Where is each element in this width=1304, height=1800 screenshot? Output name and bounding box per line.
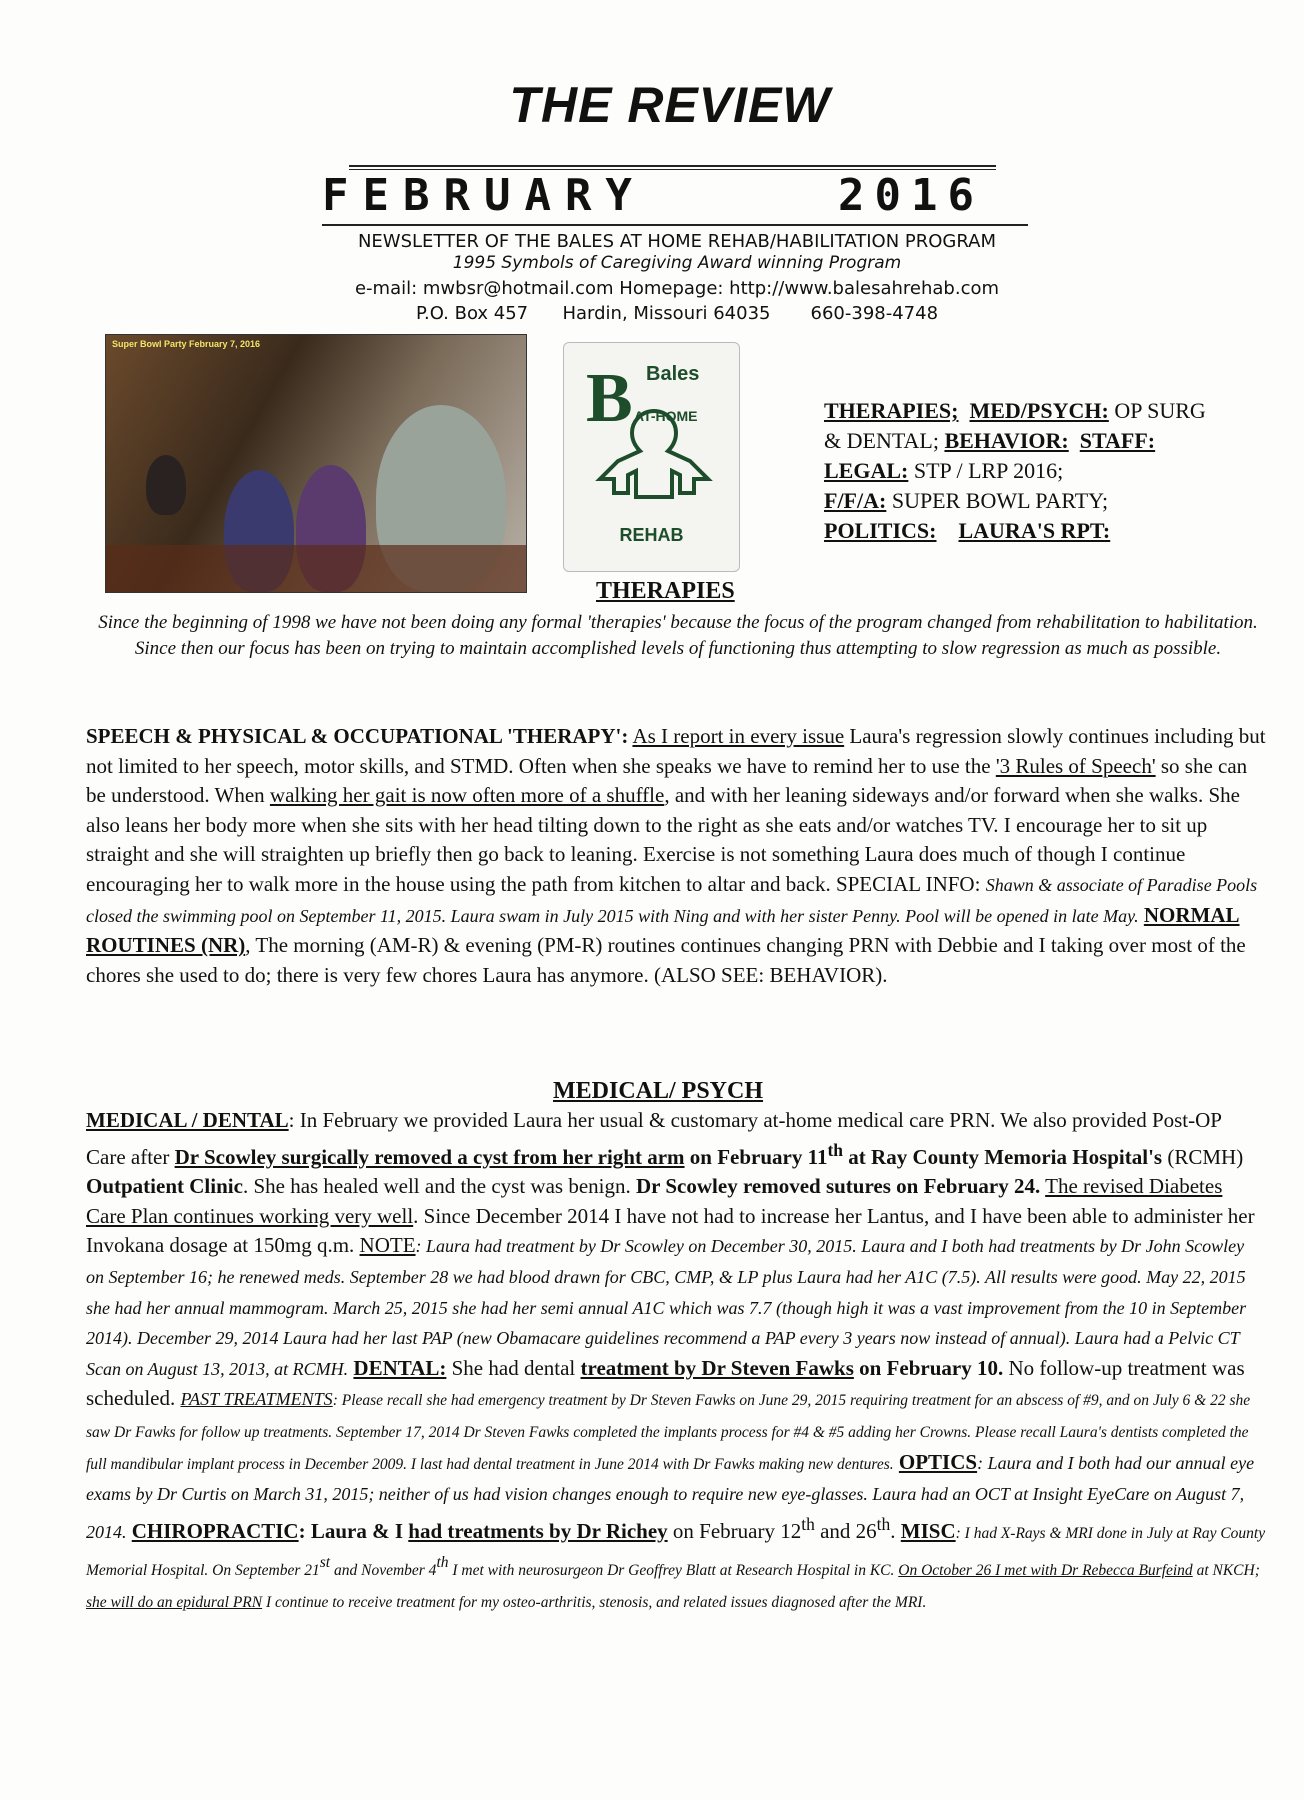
speech-therapy-paragraph (86, 722, 1266, 990)
text-span: she will do an epidural PRN (86, 1593, 263, 1611)
text-span: Outpatient Clinic (86, 1174, 243, 1199)
logo-top-text: Bales (646, 363, 700, 385)
toc-text: SUPER BOWL PARTY; (886, 488, 1109, 513)
toc-behavior: BEHAVIOR: (944, 428, 1069, 453)
toc-ffa: F/F/A: (824, 488, 887, 513)
text-span: on February 12 (667, 1518, 802, 1543)
date-underline (322, 224, 1028, 226)
text-span: : In February we provided Laura her usual & customary at-home medical care PRN. We also provided Post-OP Care after (86, 1108, 1222, 1169)
misc-label: MISC (900, 1518, 956, 1543)
svg-text:AT-HOME: AT-HOME (634, 408, 698, 424)
issue-month: FEBRUARY (322, 170, 646, 221)
toc-text: STP / LRP 2016; (908, 458, 1064, 483)
toc-legal: LEGAL: (824, 458, 909, 483)
photo-table (106, 545, 526, 592)
speech-label: SPEECH & PHYSICAL & OCCUPATIONAL 'THERAPY': (86, 724, 629, 748)
past-treatments-label: PAST TREATMENTS (180, 1389, 333, 1410)
text-span: treatment by Dr Steven Fawks (580, 1355, 854, 1380)
note-text: : Laura had treatment by Dr Scowley on December 30, 2015. Laura and I both had treatments by Dr John Scowley on September 16; he renewed meds. September 28 we had blood drawn for CBC, CMP, & LP plus Laura had her A1C (7.5). All results were good. May 22, 2015 she had her annual mammogram. March 25, 2015 she had her semi annual A1C which was 7.7 (though high it was a vast improvement from the 10 in September 2014). December 29, 2014 Laura had her last PAP (new Obamacare guidelines recommend a PAP every 3 years now instead of annual). Laura had a Pelvic CT Scan on August 13, 2013, at RCMH. (86, 1236, 1247, 1379)
logo-letter: B (586, 360, 633, 437)
text-span: No follow-up treatment was scheduled. (86, 1355, 1245, 1411)
text-span: , and with her leaning sideways and/or forward when she walks. She also leans her body more when she sits with her head tilting down to the right as she eats and/or watches TV. I encourage her to sit up straight and she will straighten up briefly then go back to leaning. Exercise is not something Laura does much of though I continue encouraging her to walk more in the house using the path from kitchen to altar and back. SPECIAL INFO: (86, 783, 1240, 896)
medical-paragraph (86, 1106, 1266, 1618)
text-span: th (436, 1554, 449, 1572)
issue-year: 2016 (838, 170, 984, 221)
text-span: and November 4 (330, 1562, 437, 1580)
text-span: th (827, 1139, 844, 1160)
text-span: th (876, 1513, 891, 1534)
text-span: I met with neurosurgeon Dr Geoffrey Blatt at Research Hospital in KC. (448, 1562, 899, 1580)
note-label: NOTE (359, 1233, 416, 1258)
medical-dental-label: MEDICAL / DENTAL (86, 1108, 289, 1132)
text-span: : Laura & I (298, 1518, 409, 1543)
optics-text: : Laura and I both had our annual eye exams by Dr Curtis on March 31, 2015; neither of us had vision changes enough to require new eye-glasses. Laura had an OCT at Insight EyeCare on August 7, 2014. (86, 1452, 1255, 1542)
bales-rehab-logo (563, 342, 740, 572)
photo-person-1 (146, 455, 186, 515)
photo-caption: Super Bowl Party February 7, 2016 (112, 339, 261, 349)
toc-therapies: THERAPIES; (824, 398, 959, 423)
text-span: on February 10. (853, 1355, 1004, 1380)
text-span: at Ray County Memoria Hospital's (843, 1144, 1163, 1169)
text-span: walking her gait is now often more of a shuffle (269, 783, 665, 808)
toc-staff: STAFF: (1079, 428, 1156, 453)
toc-lauras-rpt: LAURA'S RPT: (958, 518, 1111, 543)
therapies-heading: THERAPIES (596, 578, 735, 604)
contact-line: e-mail: mwbsr@hotmail.com Homepage: http://www.balesahrehab.com (354, 278, 1000, 299)
text-span: th (801, 1513, 815, 1534)
text-span: so she can be understood. When (86, 753, 1248, 808)
award-line: 1995 Symbols of Caregiving Award winning Program (452, 253, 902, 273)
toc-med-psych: MED/PSYCH: (969, 398, 1109, 423)
text-span: , The morning (AM-R) & evening (PM-R) routines continues changing PRN with Debbie and I taking over most of the chores she used to do; there is very few chores Laura has anymore. (ALSO SEE: BEHAVIOR). (86, 933, 1246, 987)
text-span: She had dental (446, 1355, 581, 1380)
text-span: and 26 (814, 1518, 877, 1543)
text-span: on February 11 (684, 1144, 828, 1169)
misc-text: : I had X-Rays & MRI done in July at Ray County Memorial Hospital. On September 21 (86, 1524, 1266, 1580)
normal-routines-label: NORMAL ROUTINES (NR) (86, 902, 1240, 958)
text-span: . Since December 2014 I have not had to increase her Lantus, and I have been able to administer her Invokana dosage at 150mg q.m. (86, 1203, 1255, 1258)
optics-label: OPTICS (898, 1449, 978, 1474)
text-span: at NKCH; (1192, 1562, 1260, 1580)
newsletter-subtitle: NEWSLETTER OF THE BALES AT HOME REHAB/HABILITATION PROGRAM (357, 231, 997, 252)
address-line: P.O. Box 457 Hardin, Missouri 64035 660-398-4748 (415, 303, 939, 324)
text-span: I continue to receive treatment for my osteo-arthritis, stenosis, and related issues diagnosed after the MRI. (262, 1593, 927, 1611)
text-span: As I report in every issue (632, 724, 845, 748)
table-of-contents (824, 396, 1264, 546)
logo-bottom-text: REHAB (619, 525, 684, 545)
special-info: Shawn & associate of Paradise Pools closed the swimming pool on September 11, 2015. Laura swam in July 2015 with Ning and with her sister Penny. Pool will be opened in late May. (86, 874, 1258, 926)
text-span: . She has healed well and the cyst was benign. (242, 1174, 637, 1199)
text-span: Dr Scowley removed sutures on February 24. (636, 1174, 1041, 1199)
text-span: The revised Diabetes Care Plan continues working very well (86, 1174, 1223, 1228)
toc-politics: POLITICS: (824, 518, 937, 543)
text-span: . (890, 1518, 901, 1543)
text-span: had treatments by Dr Richey (408, 1518, 668, 1543)
text-span: On October 26 I met with Dr Rebecca Burfeind (898, 1562, 1193, 1580)
medical-psych-heading: MEDICAL/ PSYCH (553, 1078, 764, 1104)
dental-label: DENTAL: (353, 1355, 447, 1380)
text-span: '3 Rules of Speech' (995, 753, 1156, 778)
newsletter-title: THE REVIEW (509, 77, 831, 133)
text-span: (RCMH) (1162, 1144, 1244, 1169)
text-span: Laura's regression slowly continues including but not limited to her speech, motor skills, and STMD. Often when she speaks we have to remind her to use the (86, 724, 1266, 778)
text-span: Dr Scowley surgically removed a cyst from her right arm (174, 1144, 685, 1169)
super-bowl-party-photo (105, 334, 527, 593)
chiropractic-label: CHIROPRACTIC (131, 1518, 299, 1543)
text-span: st (319, 1554, 331, 1572)
past-treatments-text: : Please recall she had emergency treatment by Dr Steven Fawks on June 29, 2015 requiring treatment for an abscess of #9, and on July 6 & 22 she saw Dr Fawks for follow up treatments. September 17, 2014 Dr Steven Fawks completed the implants process for #4 & #5 adding her Crowns. Please recall Laura's dentists completed the full mandibular implant process in December 2009. I last had dental treatment in June 2014 with Dr Fawks making new dentures. (86, 1392, 1251, 1473)
logo-figure-icon (584, 403, 724, 523)
toc-text: & DENTAL; (824, 428, 945, 453)
therapies-intro: Since the beginning of 1998 we have not been doing any formal 'therapies' because the focus of the program changed from rehabilitation to habilitation. Since then our focus has been on trying to maintain accomplished levels of functioning thus attempting to slow regression as much as possible. (98, 612, 1258, 659)
toc-text: OP SURG (1108, 398, 1206, 423)
